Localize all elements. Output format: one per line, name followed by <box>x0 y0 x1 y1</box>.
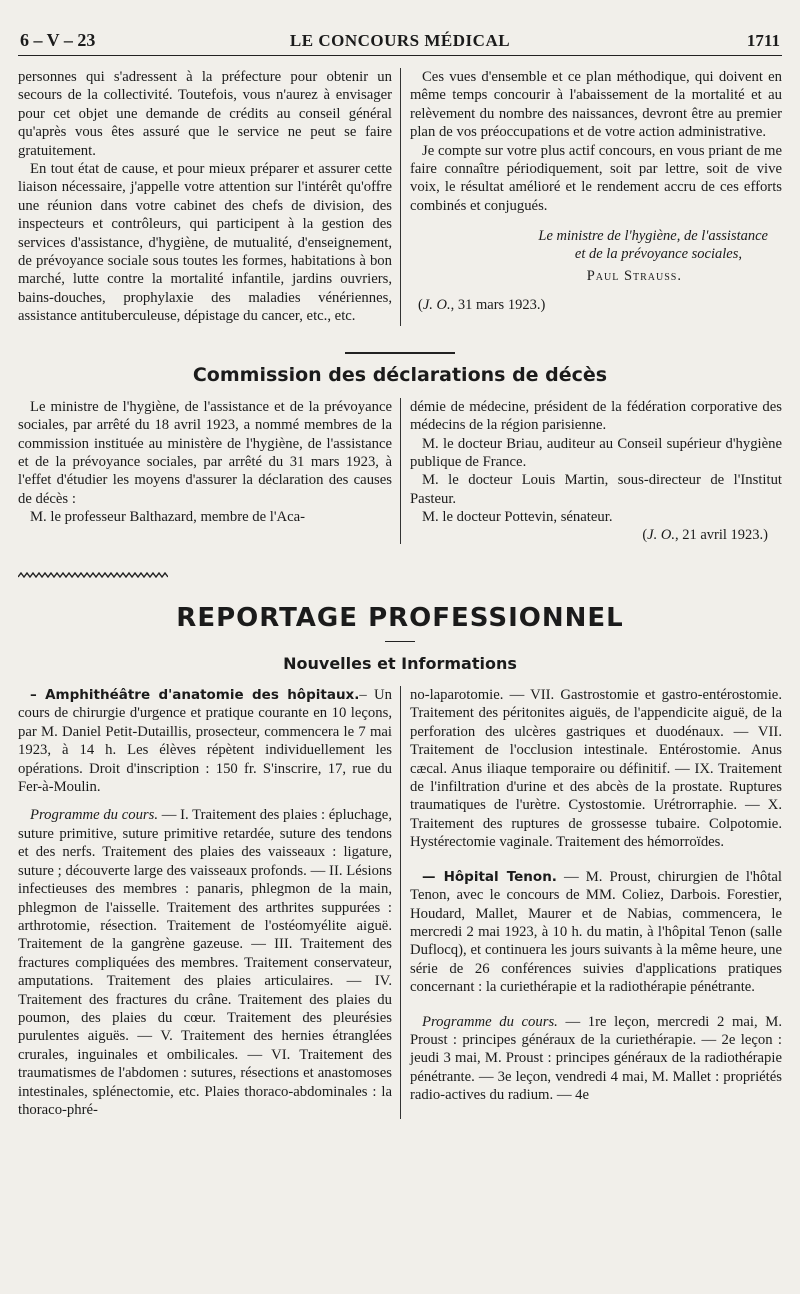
commission-heading: Commission des déclarations de décès <box>192 363 608 386</box>
column-divider <box>400 686 401 1119</box>
ornamental-divider <box>18 572 168 578</box>
news-item-continuation: no-laparotomie. — VII. Gastrostomie et gastro-entérostomie. Traitement des péritonites aiguës, de l'appendicite aiguë, de la perforation des ulcères gastriques et duodénaux. — VII. Traitement de l'occlusion intestinale. Entérostomie. Anus cæcal. Anus iliaque temporaire ou définitif. — IX. Traitement de l'infiltration d'urine et des abcès de la prostate. Ruptures traumatiques de l'urètre. Cystostomie. Urétrorraphie. — X. Traitement des ruptures de grossesse tubaire. Colpotomie. Hystérectomie vaginale. Traitement des hémorroïdes. <box>410 687 782 851</box>
jo-date: , 21 avril 1923.) <box>674 526 768 543</box>
news-item-text: — M. Proust, chirurgien de l'hôtal Tenon, avec le concours de MM. Coliez, Darbois. Forestier, Houdard, Mallet, Maurer et de Nabias, commencera, le mercredi 2 mai 1923, à 10 h. du matin, à l'hôpital Tenon (salle Duflocq), et continuera les jours suivants à la même heure, une série de 26 conférences suivies d'applications pratiques concernant : la curiethérapie et la radiothérapie pénétrante. <box>410 868 782 996</box>
paragraph: M. le docteur Briau, auditeur au Conseil supérieur d'hygiène publique de France. <box>410 435 782 470</box>
news-item-programme <box>410 1013 782 1105</box>
header-issue-date: 6 – V – 23 <box>20 30 96 50</box>
signature-name: Paul Strauss. <box>586 268 682 285</box>
news-item-lead: — Hôpital Tenon. <box>422 868 557 885</box>
commission-right-column <box>400 398 782 544</box>
paragraph: démie de médecine, président de la fédération corporative des médecins de la région parisienne. <box>410 398 782 434</box>
section-divider <box>345 352 455 354</box>
news-item-lead: – Amphithéâtre d'anatomie des hôpitaux. <box>30 687 360 704</box>
circular-right-column <box>400 68 782 326</box>
journal-officiel-reference: (J. O., 21 avril 1923.) <box>642 526 768 543</box>
news-item-text: – Un cours de chirurgie d'urgence et pratique courante en 10 leçons, par M. Daniel Petit-Dutaillis, prosecteur, commencera le 7 mai 1923, à 14 h. Les élèves répètent individuellement les opérations. Droit d'inscription : 150 fr. S'inscrire, 17, rue du Fer-à-Moulin. <box>18 687 393 796</box>
paragraph: M. le docteur Louis Martin, sous-directeur de l'Institut Pasteur. <box>410 472 782 507</box>
paragraph: Ces vues d'ensemble et ce plan méthodique, qui doivent en même temps concourir à l'abaissement de la mortalité et au relèvement du nombre des naissances, devront être au premier plan de vos préoccupations et de votre action administrative. <box>410 69 782 141</box>
signature-title-line1: Le ministre de l'hygiène, de l'assistance <box>538 228 768 245</box>
paragraph: Le ministre de l'hygiène, de l'assistance et de la prévoyance sociales, par arrêté du 18 avril 1923, a nommé membres de la commission instituée au ministère de l'hygiène, de l'assistance et de la prévoyance sociales, par arrêté du 31 mars 1923, à l'effet d'étudier les moyens d'assurer la déclaration des causes de décès : <box>18 398 392 507</box>
page-header <box>18 30 782 56</box>
reportage-heading: REPORTAGE PROFESSIONNEL <box>176 602 624 633</box>
signature-title-line2: et de la prévoyance sociales, <box>574 246 742 263</box>
news-right-column <box>400 686 782 1119</box>
paragraph: En tout état de cause, et pour mieux préparer et assurer cette liaison nécessaire, j'appelle votre attention sur l'intérêt qu'offre une réunion dans votre cabinet des chefs de division, des inspecteurs et contrôleurs, qui participent à la gestion des services d'assistance, d'hygiène, de mutualité, d'enseignement, de prévoyance sociale sous toutes les formes, habitations à bon marché, lutte contre la mortalité infantile, jardins ouvriers, bains-douches, prophylaxie des maladies vénériennes, assistance antituberculeuse, dépistage du cancer, etc., etc. <box>18 161 392 325</box>
page-number: 1711 <box>746 31 780 50</box>
jo-source: J. O. <box>647 526 675 543</box>
commission-section <box>18 398 782 544</box>
news-subheading: Nouvelles et Informations <box>283 654 517 674</box>
news-item-amphitheatre <box>18 686 392 796</box>
paragraph: M. le docteur Pottevin, sénateur. <box>422 509 613 526</box>
paragraph: Je compte sur votre plus actif concours, en vous priant de me faire connaître périodiquement, soit par lettre, soit de vive voix, le résultat amélioré et le rendement accru de ces efforts combinés et conjugués. <box>410 142 782 214</box>
programme-label: Programme du cours. <box>422 1013 558 1030</box>
news-left-column <box>18 686 400 1119</box>
programme-text: — I. Traitement des plaies : épluchage, suture primitive, suture primitive retardée, suture des tendons et des nerfs. Traitement des plaies des vaisseaux : ligature, suture ; découverte large des vaisseaux profonds. — II. Lésions infectieuses des membres : panaris, phlegmon de la main, phlegmon de l'aisselle. Traitement des arthrites suppurées : arthrotomie, résection. Traitement de l'ostéomyélite aiguë. Traitement de la gangrène gazeuse. — III. Traitement des fractures compliquées des membres. Traitement conservateur, amputations. Traitement des plaies articulaires. — IV. Traitement des fractures du crâne. Traitement des plaies du poumon, des plaies du cœur. Traitement des pleurésies purulentes aiguës. — V. Traitement des hernies étranglées crurales, inguinales et ombilicales. — VI. Traitement des traumatismes de l'abdomen : sutures, résections et anastomoses intestinales, splénectomie, etc. Plaies thoraco-abdominales : la thoraco-phré- <box>18 807 392 1118</box>
news-item-programme <box>18 806 392 1119</box>
column-divider <box>400 398 401 544</box>
jo-source: J. O. <box>422 297 451 314</box>
news-item-tenon <box>410 868 782 997</box>
column-divider <box>400 68 401 326</box>
circular-section <box>18 68 782 326</box>
news-section <box>18 686 782 1119</box>
journal-title: LE CONCOURS MÉDICAL <box>289 31 511 50</box>
circular-left-column <box>18 68 400 326</box>
paragraph: personnes qui s'adressent à la préfecture pour obtenir un secours de la collectivité. Toutefois, vous n'aurez à envisager pour cet objet une demande de crédits au conseil général qu'après vous êtes assuré que le service ne peut se faire gratuitement. <box>18 69 392 159</box>
heading-underline <box>385 641 415 643</box>
jo-date: , 31 mars 1923.) <box>450 297 546 314</box>
programme-label: Programme du cours. <box>30 807 159 824</box>
newspaper-page <box>18 30 782 1119</box>
paragraph: M. le professeur Balthazard, membre de l'Aca- <box>30 509 306 526</box>
programme-text: — 1re leçon, mercredi 2 mai, M. Proust : principes généraux de la curiethérapie. — 2e leçon : jeudi 3 mai, M. Proust : principes généraux de la radiothérapie pénétrante. — 3e leçon, vendredi 4 mai, M. Mallet : propriétés radio-actives du radium. — 4e <box>410 1013 782 1104</box>
commission-left-column <box>18 398 400 544</box>
journal-officiel-reference: (J. O., 31 mars 1923.) <box>418 297 546 314</box>
